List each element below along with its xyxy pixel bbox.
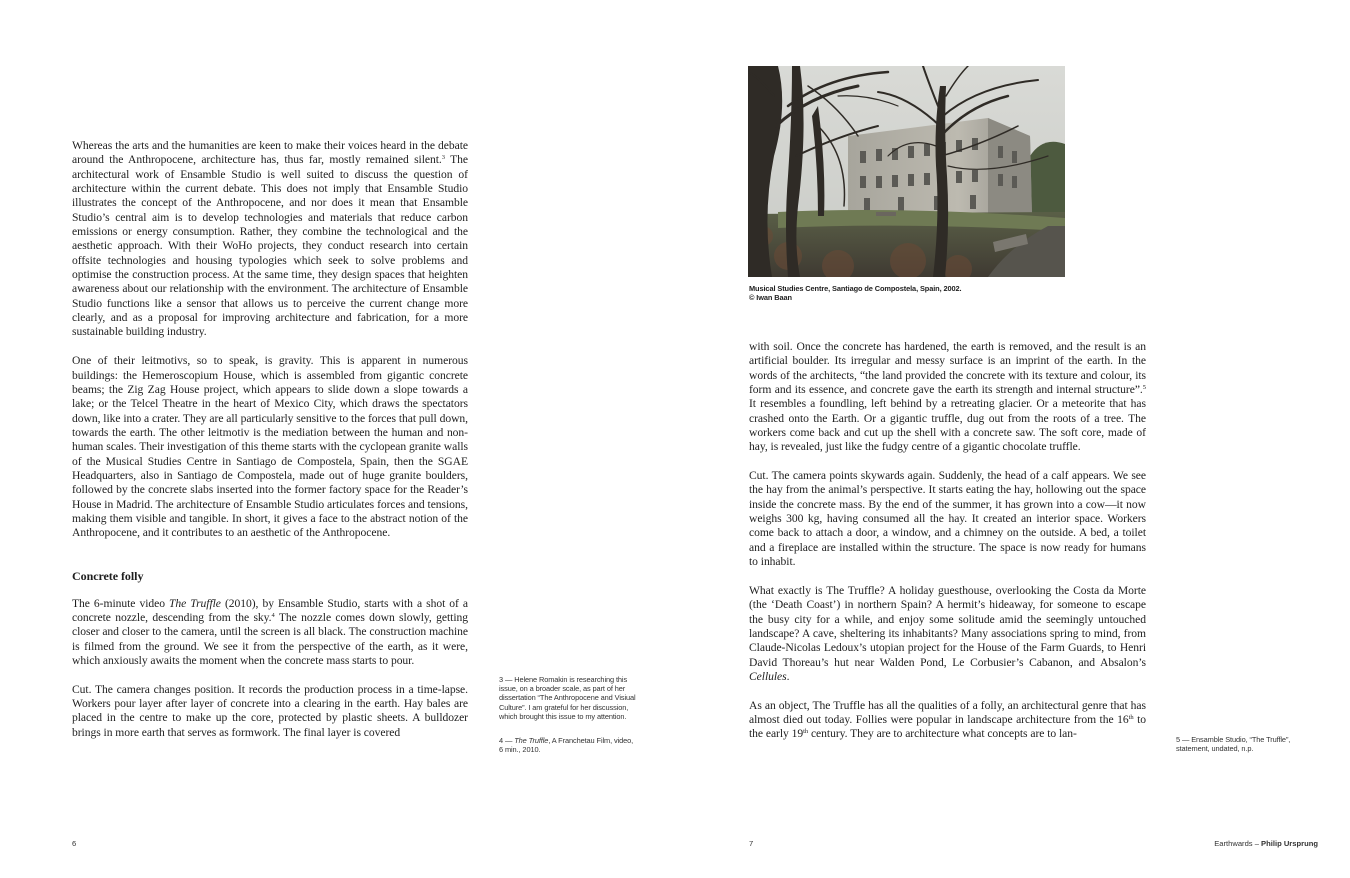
work-title: The Truffle — [169, 596, 221, 610]
paragraph-gravity: One of their leitmotivs, so to speak, is gravity. This is apparent in numerous buildings: the Hemeroscopium House, which is assembled from gigantic concrete beams; the Zig Zag House project, which appears to slide down a slope towards a lake; or the Telcel Theatre in the heart of Mexico City, which draws the spectators down, like into a crater. They are all particularly sensitive to the forces that pull down, towards the earth. The other leitmotiv is the mediation between the human and non-human scales. Their investigation of this theme starts with the cyclopean granite walls of the Musical Studies Centre in Santiago de Compostela, Spain, then the SGAE Headquarters, also in Santiago de Compostela, made out of huge granite boulders, followed by the concrete slabs inserted into the former factory space for the Reader’s House in Madrid. The architecture of Ensamble Studio articulates forces and tensions, making them visible and tangible. In short, it gives a face to the abstract notion of the Anthropocene, and it contributes to an aesthetic of the Anthropocene. — [72, 354, 468, 540]
paragraph-text: It resembles a foundling, left behind by a retreating glacier. Or a meteorite that has crashed onto the Earth. Or a gigantic truffle, dug out from the roots of a tree. The workers come back and cut up the shell with a concrete saw. The soft core, made of hay, is revealed, just like the fudgy centre of a gigantic chocolate truffle. — [749, 397, 1146, 454]
footnote-3: 3 — Helene Romakin is researching this issue, on a broader scale, as part of her dissertation “The Anthropocene and Visiual Culture”. I am grateful for her discussion, which brought this issue to my attention. — [499, 675, 636, 721]
paragraph-text: The architectural work of Ensamble Studio is well suited to discuss the question of architecture within the current debate. This does not imply that Ensamble Studio illustrates the concept of the Anthropocene, and nor does it mean that Ensamble Studio’s central aim is to develop technologies and materials that reduce carbon emissions or energy consumption. Rather, they combine the technological and the aesthetic approach. With their WoHo projects, they conduct research into certain offsite technologies and housing typologies which seek to solve problems and optimise the construction process. At the same time, they design spaces that heighten awareness about our relationship with the environment. The architecture of Ensamble Studio functions like a sensor that allows us to perceive the current change more clearly, and as a proposal for improving architecture and fabrication, for a more sustainable building industry. — [72, 153, 468, 339]
right-column-text — [749, 340, 1146, 742]
paragraph-text: The 6-minute video — [72, 596, 170, 610]
footnote-5: 5 — Ensamble Studio, “The Truffle”, statement, undated, n.p. — [1176, 735, 1291, 754]
footnote-4 — [499, 736, 639, 754]
author-name: Philip Ursprung — [1261, 839, 1318, 848]
paragraph-text: The nozzle comes down slowly, getting closer and closer to the camera, until the screen is all black. The construction machine is filmed from the ground. We see it from the perspective of the earth, as it were, which anxiously awaits the moment when the concrete mass starts to pour. — [72, 610, 468, 667]
left-column-text — [72, 139, 468, 740]
paragraph-cut: Cut. The camera changes position. It records the production process in a time-lapse. Workers pour layer after layer of concrete into a clearing in the earth. Hay bales are placed in the centre to make up the core, protected by plastic sheets. A bulldozer brings in more earth that serves as formwork. The final layer is covered — [72, 682, 468, 739]
paragraph-text: What exactly is The Truffle? A holiday guesthouse, overlooking the Costa da Morte (the ‘Death Coast’) in northern Spain? A hermit’s hideaway, for someone to escape the busy city for a while, and enjoy some solitude amid the seemingly untouched landscape? A cave, sheltering its inhabitants? Many associations spring to mind, from Claude-Nicolas Ledoux’s utopian project for the House of the Farm Guards, to Henri David Thoreau’s hut near Walden Pond, Le Corbusier’s Cabanon, and Absalon’s — [749, 583, 1146, 669]
paragraph-calf: Cut. The camera points skywards again. Suddenly, the head of a calf appears. We see the hay from the animal’s perspective. It starts eating the hay, hollowing out the space inside the concrete mass. By the end of the summer, it has grown into a cow—it now weighs 300 kg, having consumed all the hay. It created an interior space. Workers come back to attach a door, a window, and a chimney on the outside. A bed, a toilet and a fireplace are installed within the structure. The space is now ready for humans to inhabit. — [749, 469, 1146, 569]
paragraph-truffle-video — [72, 597, 468, 669]
caption-credit: © Iwan Baan — [749, 293, 792, 302]
page-number-right: 7 — [749, 839, 754, 848]
footnote-text: , A Franchetau Film, video, 6 min., 2010. — [499, 736, 634, 755]
section-heading: Concrete folly — [72, 568, 144, 583]
book-title: Earthwards – — [1214, 839, 1262, 848]
paragraph-text: to the early 19 — [749, 712, 1146, 741]
paragraph-text: (2010), by Ensamble Studio, starts with a shot of a concrete nozzle, descending from the sky. — [72, 596, 468, 624]
building-photo — [748, 66, 1065, 277]
paragraph-text: Whereas the arts and the humanities are keen to make their voices heard in the debate around the Anthropocene, architecture has, thus far, mostly remained silent. — [72, 139, 468, 167]
paragraph-text: century. They are to architecture what concepts are to lan- — [808, 727, 1077, 741]
footnote-ref-5: 5 — [1142, 384, 1146, 392]
photo-caption — [749, 284, 1049, 302]
ordinal-suffix: th — [1128, 713, 1134, 721]
caption-title: Musical Studies Centre, Santiago de Compostela, Spain, 2002. — [749, 284, 962, 293]
paragraph-what-is-truffle — [749, 584, 1146, 684]
paragraph-text: . — [786, 669, 790, 683]
paragraph-text: As an object, The Truffle has all the qualities of a folly, an architectural genre that has almost died out today. Follies were popular in landscape architecture from the 16 — [749, 698, 1146, 726]
page-number-left: 6 — [72, 839, 77, 848]
footnote-text: 4 — — [499, 736, 515, 745]
paragraph-folly — [749, 699, 1146, 742]
running-footer — [1214, 839, 1318, 848]
footnote-ref-3: 3 — [441, 154, 445, 162]
ordinal-suffix: th — [803, 728, 809, 736]
work-title: The Truffle — [514, 736, 549, 745]
paragraph-anthropocene — [72, 139, 468, 340]
paragraph-soil — [749, 340, 1146, 455]
paragraph-text: with soil. Once the concrete has hardened, the earth is removed, and the result is an artificial boulder. Its irregular and messy surface is an imprint of the earth. In the words of the architects, “the land provided the concrete with its texture and colour, its form and its essence, and concrete gave the earth its strength and internal structure”. — [749, 340, 1146, 397]
work-title: Cellules — [749, 669, 787, 683]
footnote-ref-4: 4 — [271, 611, 275, 619]
